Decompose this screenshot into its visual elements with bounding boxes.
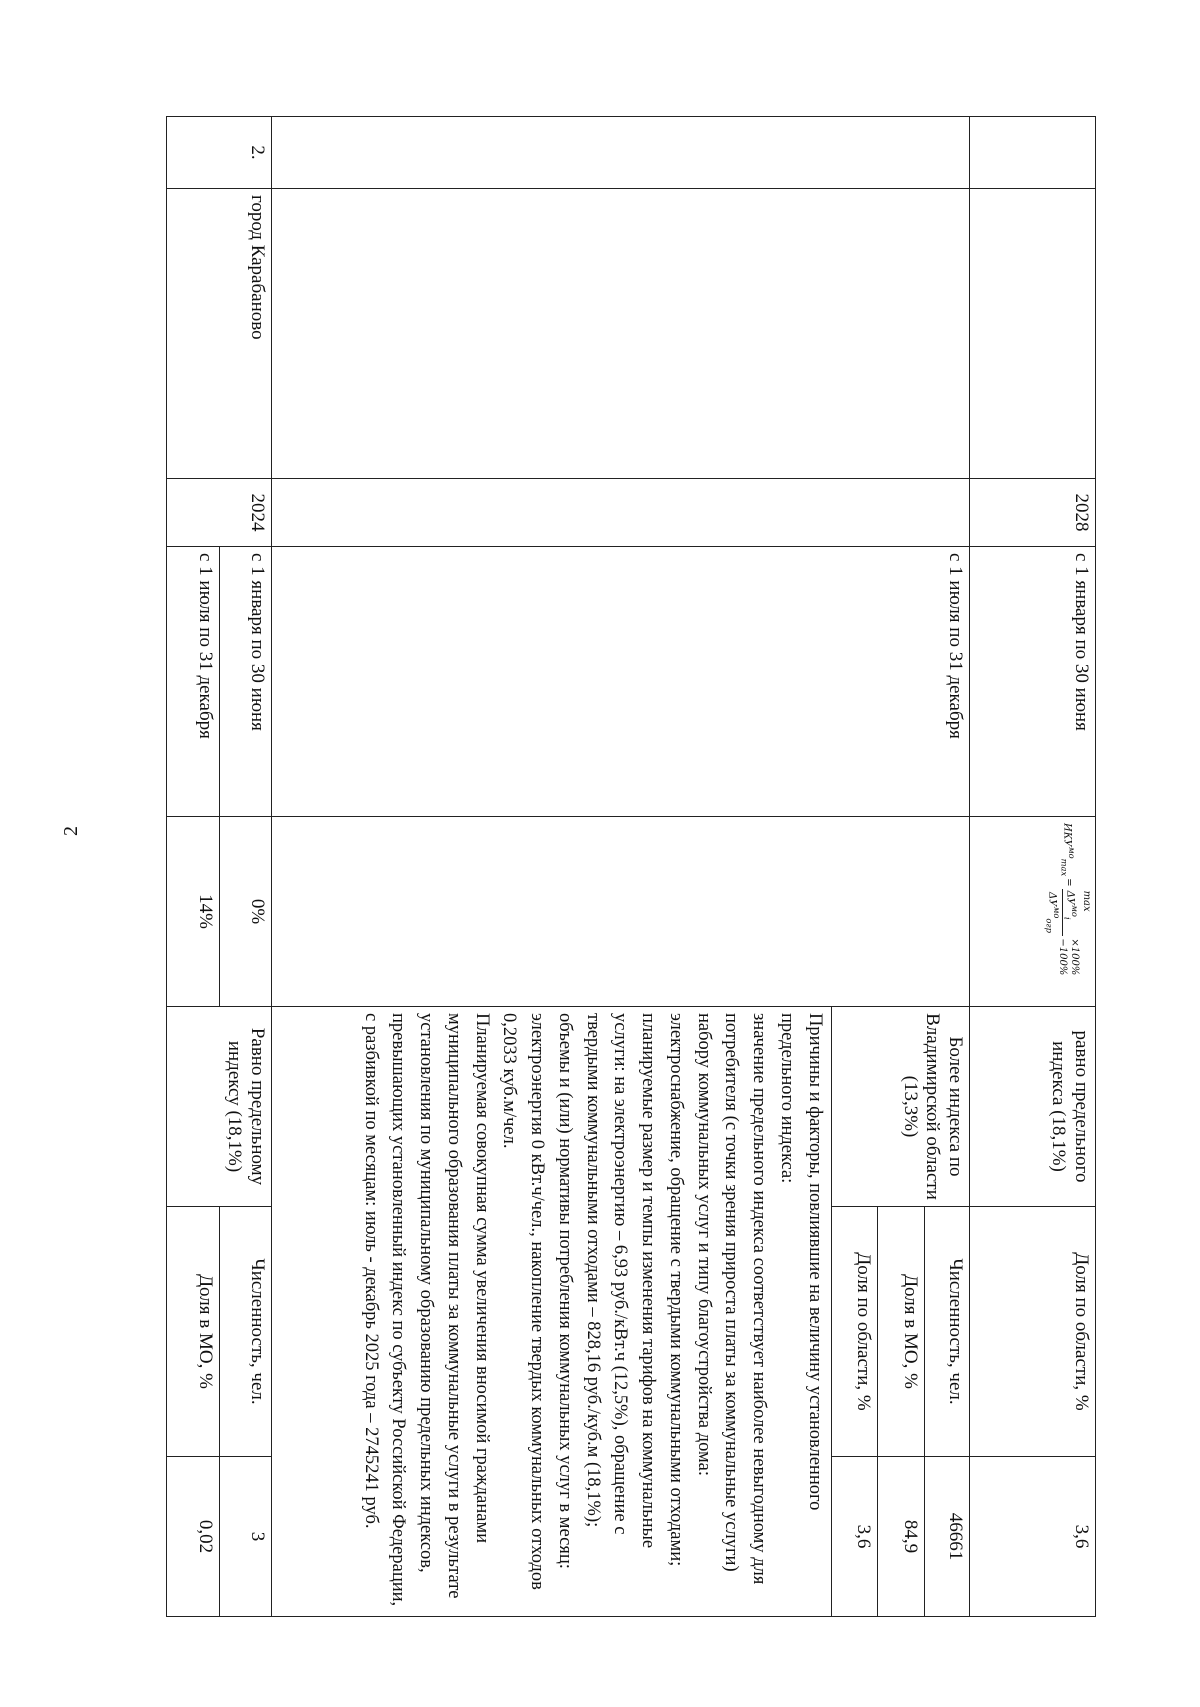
cell-period-first-half: с 1 января по 30 июня bbox=[970, 547, 1096, 817]
factors-paragraph: планируемые размер и темпы изменения тарифов на коммунальные услуги: на электроэнергию – 6,93 руб./кВт.ч (12,5%), обращение с твердыми коммунальными отходами – 828,16 руб./куб.м (18,1%); bbox=[582, 1013, 659, 1549]
cell-empty-number-2 bbox=[271, 117, 970, 189]
cell-karabanovo-value-2: 14% bbox=[167, 817, 220, 1007]
cell-share-mo-value: 84,9 bbox=[878, 1457, 925, 1617]
rotated-table-container bbox=[166, 116, 1096, 1616]
cell-share-region2-label: Доля по области, % bbox=[831, 1207, 878, 1457]
row-2028-second-half-population bbox=[925, 117, 970, 1617]
cell-year-2028: 2028 bbox=[970, 479, 1096, 547]
cell-share-mo-label: Доля в МО, % bbox=[878, 1207, 925, 1457]
cell-row-number: 2. bbox=[167, 117, 272, 189]
factors-paragraph: Причины и факторы, повлиявшие на величину установленного предельного индекса: bbox=[776, 1013, 825, 1511]
cell-more-than-region: Более индекса по Владимирской области (13,3%) bbox=[831, 1007, 970, 1207]
cell-empty-year-2 bbox=[271, 479, 970, 547]
tariff-index-table bbox=[166, 116, 1096, 1617]
formula-max-index: $ИКУ^{мо}_{max}$ = $\max \Delta У^{мо}_i$ $\Delta У^{мо}_{огр}$ ×100%−100% bbox=[1044, 823, 1092, 1000]
page-number: 2 bbox=[60, 826, 82, 836]
formula-lhs: $ИКУ^{мо}_{max}$ bbox=[1059, 823, 1077, 877]
cell-period-second-half: с 1 июля по 31 декабря bbox=[271, 547, 970, 817]
cell-empty-number bbox=[970, 117, 1096, 189]
cell-empty-name-2 bbox=[271, 189, 970, 479]
cell-equal-limit: равно предельного индекса (18,1%) bbox=[970, 1007, 1096, 1207]
formula-fraction: $\max \Delta У^{мо}_i$ $\Delta У^{мо}_{огр}$ bbox=[1044, 889, 1092, 937]
formula-tail: ×100%−100% bbox=[1057, 938, 1081, 976]
row-karabanovo-first-half bbox=[220, 117, 271, 1617]
cell-karabanovo-period-1: с 1 января по 30 июня bbox=[220, 547, 271, 817]
cell-karabanovo-share-mo-label: Доля в МО, % bbox=[167, 1207, 220, 1457]
factors-paragraph: объемы и (или) нормативы потребления коммунальных услуг в месяц: электроэнергия 0 кВт.ч/чел., накопление твердых коммунальных отходов 0,2033 куб.м/чел. bbox=[499, 1013, 575, 1590]
cell-karabanovo-value-1: 0% bbox=[220, 817, 271, 1007]
row-2028-first-half bbox=[970, 117, 1096, 1617]
cell-population-label: Численность, чел. bbox=[925, 1207, 970, 1457]
cell-year-2024: 2024 bbox=[167, 479, 272, 547]
cell-population-value: 46661 bbox=[925, 1457, 970, 1617]
cell-formula bbox=[970, 817, 1096, 1007]
cell-share-region-value: 3,6 bbox=[970, 1457, 1096, 1617]
cell-share-region-label: Доля по области, % bbox=[970, 1207, 1096, 1457]
factors-paragraph: значение предельного индекса соответствует наиболее невыгодному для потребителя (с точки зрения прироста платы за коммунальные услуги) набору коммунальных услуг и типу благоустройства дома: электроснабжение, обращение с твердыми коммунальными отходами; bbox=[665, 1013, 770, 1585]
cell-share-region2-value: 3,6 bbox=[831, 1457, 878, 1617]
cell-karabanovo-population-label: Численность, чел. bbox=[220, 1207, 271, 1457]
cell-empty-name bbox=[970, 189, 1096, 479]
cell-karabanovo-share-mo-value: 0,02 bbox=[167, 1457, 220, 1617]
cell-karabanovo-population-value: 3 bbox=[220, 1457, 271, 1617]
cell-karabanovo-equal-limit: Равно предельному индексу (18,1%) bbox=[167, 1007, 272, 1207]
cell-karabanovo-period-2: с 1 июля по 31 декабря bbox=[167, 547, 220, 817]
cell-empty-formula-2 bbox=[271, 817, 970, 1007]
factors-paragraph: Планируемая совокупная сумма увеличения вносимой гражданами муниципального образования платы за коммунальные услуги в результате установления по муниципальному образованию предельных индексов, превышающих установленный индекс по субъекту Российской Федерации, с разбивкой по месяцам: июль - декабрь 2025 года – 2745241 руб. bbox=[360, 1013, 492, 1607]
cell-factors-text bbox=[271, 1007, 831, 1617]
cell-municipality-name: город Карабаново bbox=[167, 189, 272, 479]
